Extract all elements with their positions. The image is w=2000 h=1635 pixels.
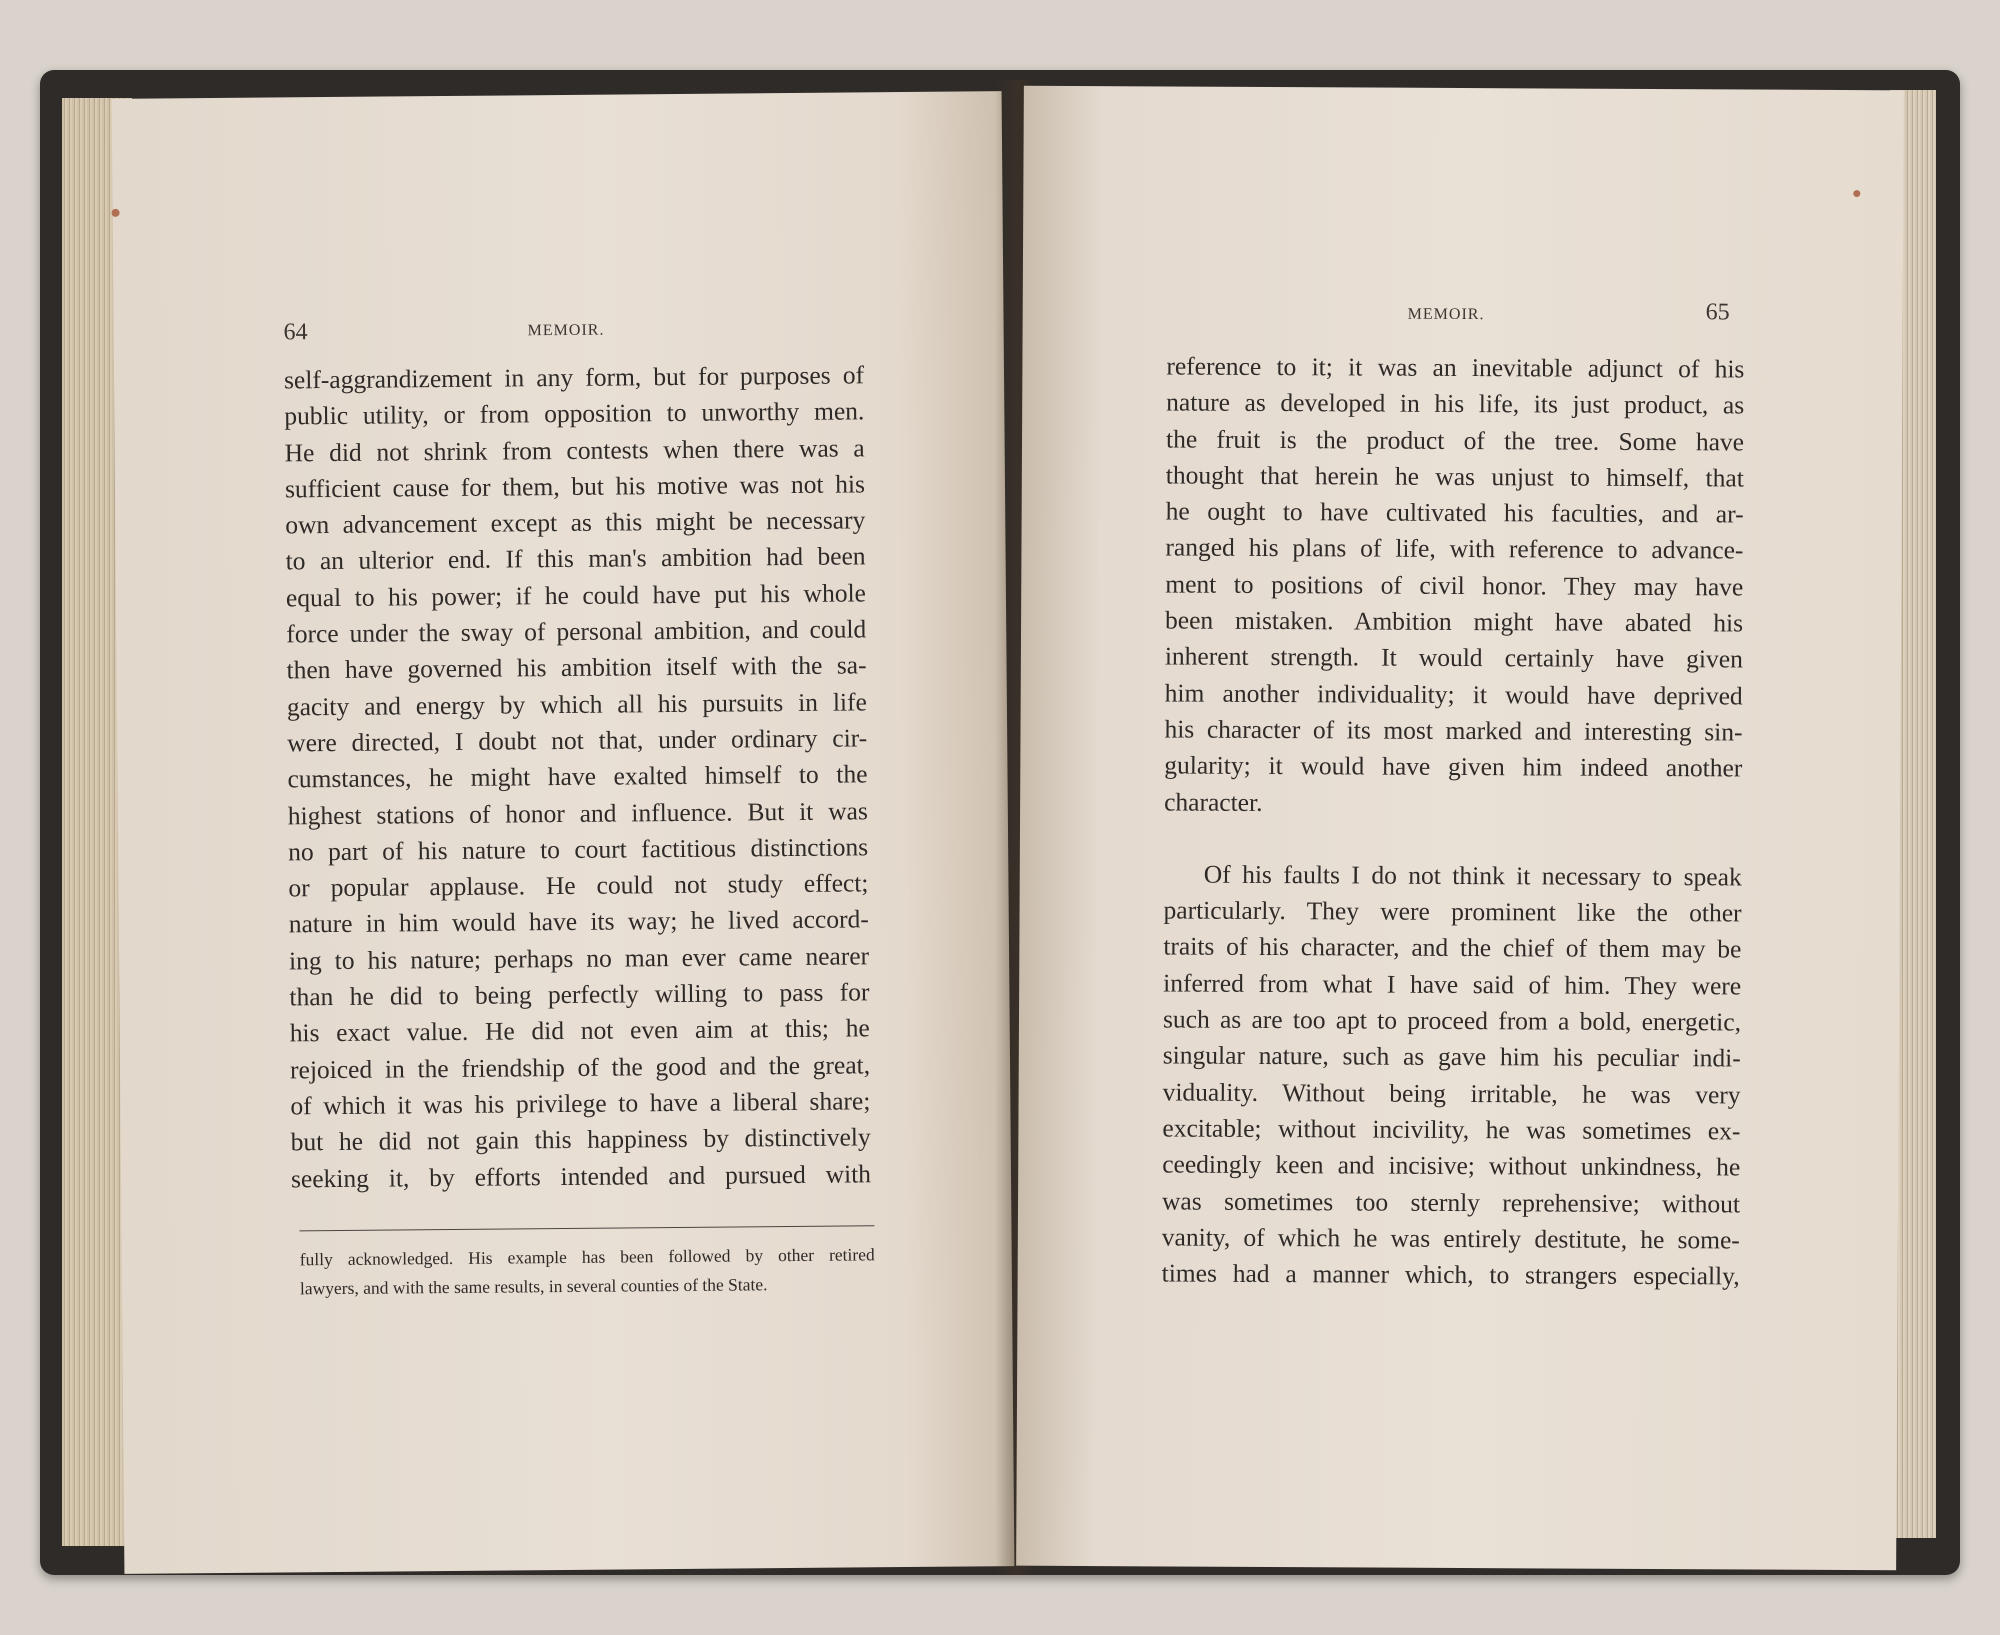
text-line: he ought to have cultivated his faculties, and ar-: [1165, 496, 1744, 529]
text-line: no part of his nature to court factitious distinctions: [288, 832, 869, 867]
text-line: cumstances, he might have exalted himself to the: [287, 759, 868, 794]
footnote-line: fully acknowledged. His example has been followed by other retired: [299, 1244, 875, 1270]
text-line: the fruit is the product of the tree. Some have: [1165, 424, 1745, 457]
text-line: or popular applause. He could not study effect;: [288, 868, 869, 903]
text-line: ceedingly keen and incisive; without unkindness, he: [1162, 1149, 1741, 1182]
text-line: been mistaken. Ambition might have abated his: [1165, 605, 1744, 638]
text-line: reference to it; it was an inevitable adjunct of his: [1166, 351, 1745, 384]
page-number-left: 64: [283, 319, 308, 346]
text-line: gacity and energy by which all his pursuits in life: [286, 687, 867, 722]
text-line: highest stations of honor and influence. But it was: [287, 795, 868, 830]
footnote: [300, 1240, 875, 1303]
text-line: excitable; without incivility, he was sometimes ex-: [1162, 1113, 1741, 1146]
text-line: equal to his power; if he could have put his whole: [285, 578, 867, 613]
text-line: self-aggrandizement in any form, but for purposes of: [283, 360, 865, 395]
left-page: [112, 91, 1015, 1574]
text-line: rejoiced in the friendship of the good and the great,: [289, 1049, 871, 1085]
text-line: traits of his character, and the chief of them may be: [1163, 931, 1742, 964]
text-line: singular nature, such as gave him his peculiar indi-: [1162, 1040, 1741, 1073]
footnote-line: lawyers, and with the same results, in several counties of the State.: [299, 1274, 768, 1299]
text-line: such as are too apt to proceed from a bold, energetic,: [1162, 1004, 1742, 1037]
right-body-text: [1162, 348, 1745, 1294]
running-head-left: MEMOIR.: [527, 321, 605, 340]
text-line: his character of its most marked and interesting sin-: [1164, 714, 1743, 747]
text-line: to an ulterior end. If this man's ambition had been: [285, 541, 866, 576]
text-line: seeking it, by efforts intended and pursued with: [290, 1158, 872, 1193]
text-line: nature as developed in his life, its just product, as: [1166, 387, 1745, 420]
text-line: sufficient cause for them, but his motive was not his: [284, 469, 866, 504]
page-number-right: 65: [1705, 299, 1730, 326]
text-line: him another individuality; it would have deprived: [1164, 678, 1743, 711]
footnote-rule: [299, 1225, 874, 1231]
text-line: but he did not gain this happiness by distinctively: [290, 1122, 871, 1157]
text-line: ing to his nature; perhaps no man ever came nearer: [288, 941, 870, 976]
text-line: inherent strength. It would certainly have given: [1164, 641, 1743, 674]
right-page: [1016, 86, 1904, 1571]
left-body-text: [284, 357, 871, 1197]
paper-speck: [112, 209, 120, 217]
text-line: thought that herein he was unjust to himself, that: [1165, 460, 1744, 493]
text-line: was sometimes too sternly reprehensive; without: [1161, 1185, 1741, 1219]
text-line: own advancement except as this might be necessary: [285, 505, 866, 540]
text-line: inferred from what I have said of him. They were: [1163, 968, 1742, 1001]
text-line: force under the sway of personal ambition, and could: [286, 614, 867, 649]
text-line: viduality. Without being irritable, he was very: [1162, 1077, 1741, 1110]
text-line: nature in him would have its way; he lived accord-: [288, 904, 869, 939]
text-line: his exact value. He did not even aim at this; he: [289, 1013, 870, 1048]
text-line: times had a manner which, to strangers especially,: [1161, 1258, 1740, 1291]
paragraph-gap: [1164, 820, 1742, 859]
text-line: He did not shrink from contests when there was a: [284, 432, 865, 468]
text-line: ment to positions of civil honor. They may have: [1165, 569, 1744, 602]
text-line: public utility, or from opposition to unworthy men.: [284, 396, 865, 431]
paper-speck: [1853, 190, 1860, 197]
text-line: gularity; it would have given him indeed another: [1164, 750, 1743, 783]
text-line: were directed, I doubt not that, under ordinary cir-: [287, 723, 868, 758]
running-head-right: MEMOIR.: [1407, 305, 1485, 324]
text-line: character.: [1164, 787, 1263, 817]
text-line: Of his faults I do not think it necessary to speak: [1203, 859, 1742, 892]
text-line: than he did to being perfectly willing to pass for: [289, 977, 870, 1012]
text-line: of which it was his privilege to have a liberal share;: [290, 1086, 871, 1121]
text-line: vanity, of which he was entirely destitute, he some-: [1161, 1222, 1740, 1255]
text-line: particularly. They were prominent like the other: [1163, 895, 1742, 928]
text-line: then have governed his ambition itself with the sa-: [286, 650, 867, 685]
text-line: ranged his plans of life, with reference to advance-: [1165, 532, 1744, 565]
